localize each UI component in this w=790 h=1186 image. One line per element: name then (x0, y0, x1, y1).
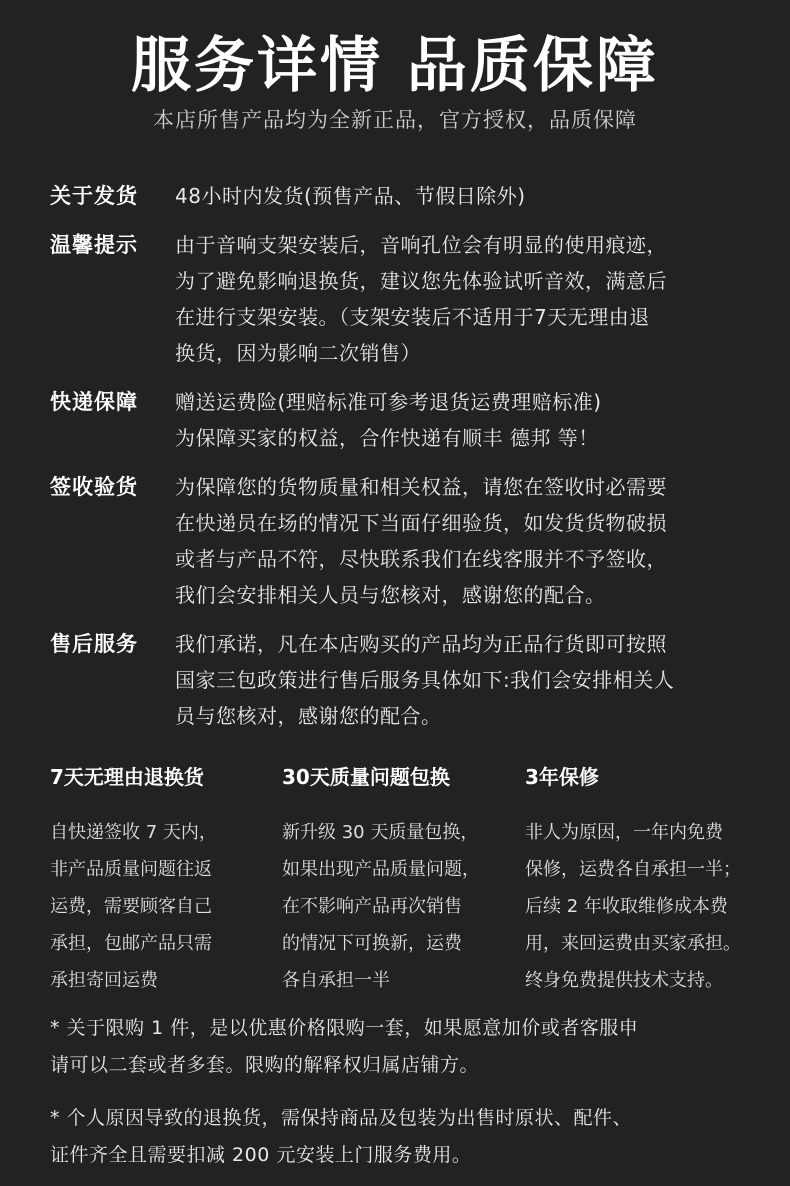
info-label: 温馨提示 (50, 233, 138, 257)
info-text-line: 由于音响支架安装后，音响孔位会有明显的使用痕迹， (175, 233, 667, 257)
info-row-after-sales (50, 626, 760, 734)
policy-7day-return (50, 758, 282, 999)
info-row-reminder (50, 227, 760, 371)
info-text (175, 626, 760, 734)
page-subtitle: 本店所售产品均为全新正品，官方授权，品质保障 (153, 108, 637, 132)
policy-line: 承担，包邮产品只需 (50, 933, 212, 954)
info-row-delivery (50, 384, 760, 456)
note-line: 证件齐全且需要扣减 200 元安装上门服务费用。 (50, 1144, 472, 1166)
info-text-line: 国家三包政策进行售后服务具体如下:我们会安排相关人 (175, 668, 675, 692)
info-label: 关于发货 (50, 184, 138, 208)
policy-line: 各自承担一半 (282, 970, 390, 991)
service-info-list (50, 178, 760, 747)
info-text (175, 384, 760, 456)
info-text-line: 为了避免影响退换货，建议您先体验试听音效，满意后 (175, 269, 667, 293)
info-text-line: 为保障买家的权益，合作快递有顺丰 德邦 等！ (175, 426, 599, 450)
policy-line: 承担寄回运费 (50, 970, 158, 991)
info-text (175, 178, 760, 214)
info-text-line: 员与您核对，感谢您的配合。 (175, 704, 442, 728)
policy-line: 运费，需要顾客自己 (50, 896, 212, 917)
policy-line: 非人为原因，一年内免费 (525, 822, 723, 843)
policy-line: 新升级 30 天质量包换， (282, 822, 479, 843)
info-text-line: 我们会安排相关人员与您核对，感谢您的配合。 (175, 583, 606, 607)
info-text-line: 为保障您的货物质量和相关权益，请您在签收时必需要 (175, 475, 667, 499)
note-line: * 关于限购 1 件，是以优惠价格限购一套，如果愿意加价或者客服申 (50, 1017, 639, 1039)
policy-line: 非产品质量问题往返 (50, 859, 212, 880)
note-purchase-limit (50, 1010, 760, 1084)
policy-line: 自快递签收 7 天内， (50, 822, 217, 843)
info-label: 售后服务 (50, 632, 138, 656)
policy-body (525, 814, 760, 999)
policy-line: 保修，运费各自承担一半； (525, 859, 741, 880)
note-line: 请可以二套或者多套。限购的解释权归属店铺方。 (50, 1054, 480, 1076)
info-text-line: 48小时内发货(预售产品、节假日除外) (175, 184, 526, 208)
policy-line: 终身免费提供技术支持。 (525, 970, 723, 991)
policy-columns (50, 758, 760, 999)
note-return-fee (50, 1100, 760, 1174)
policy-3year-warranty (525, 758, 760, 999)
info-text (175, 469, 760, 613)
policy-body (282, 814, 525, 999)
info-text (175, 227, 760, 371)
policy-line: 后续 2 年收取维修成本费 (525, 896, 728, 917)
policy-line: 在不影响产品再次销售 (282, 896, 462, 917)
info-text-line: 我们承诺，凡在本店购买的产品均为正品行货即可按照 (175, 632, 667, 656)
note-line: * 个人原因导致的退换货，需保持商品及包装为出售时原状、配件、 (50, 1107, 633, 1129)
policy-title: 3年保修 (525, 765, 599, 789)
info-text-line: 在快递员在场的情况下当面仔细验货，如发货货物破损 (175, 511, 667, 535)
page-title: 服务详情 品质保障 (131, 31, 659, 101)
info-text-line: 赠送运费险(理赔标准可参考退货运费理赔标准) (175, 390, 602, 414)
policy-line: 如果出现产品质量问题， (282, 859, 480, 880)
policy-title: 7天无理由退换货 (50, 765, 204, 789)
policy-title: 30天质量问题包换 (282, 765, 450, 789)
info-row-shipping (50, 178, 760, 214)
policy-line: 的情况下可换新，运费 (282, 933, 462, 954)
policy-line: 用，来回运费由买家承担。 (525, 933, 741, 954)
info-row-inspection (50, 469, 760, 613)
info-label: 签收验货 (50, 475, 138, 499)
policy-30day-exchange (282, 758, 525, 999)
info-text-line: 在进行支架安装。（支架安装后不适用于7天无理由退 (175, 305, 650, 329)
policy-body (50, 814, 282, 999)
info-text-line: 或者与产品不符，尽快联系我们在线客服并不予签收， (175, 547, 667, 571)
info-label: 快递保障 (50, 390, 138, 414)
info-text-line: 换货，因为影响二次销售） (175, 341, 421, 365)
